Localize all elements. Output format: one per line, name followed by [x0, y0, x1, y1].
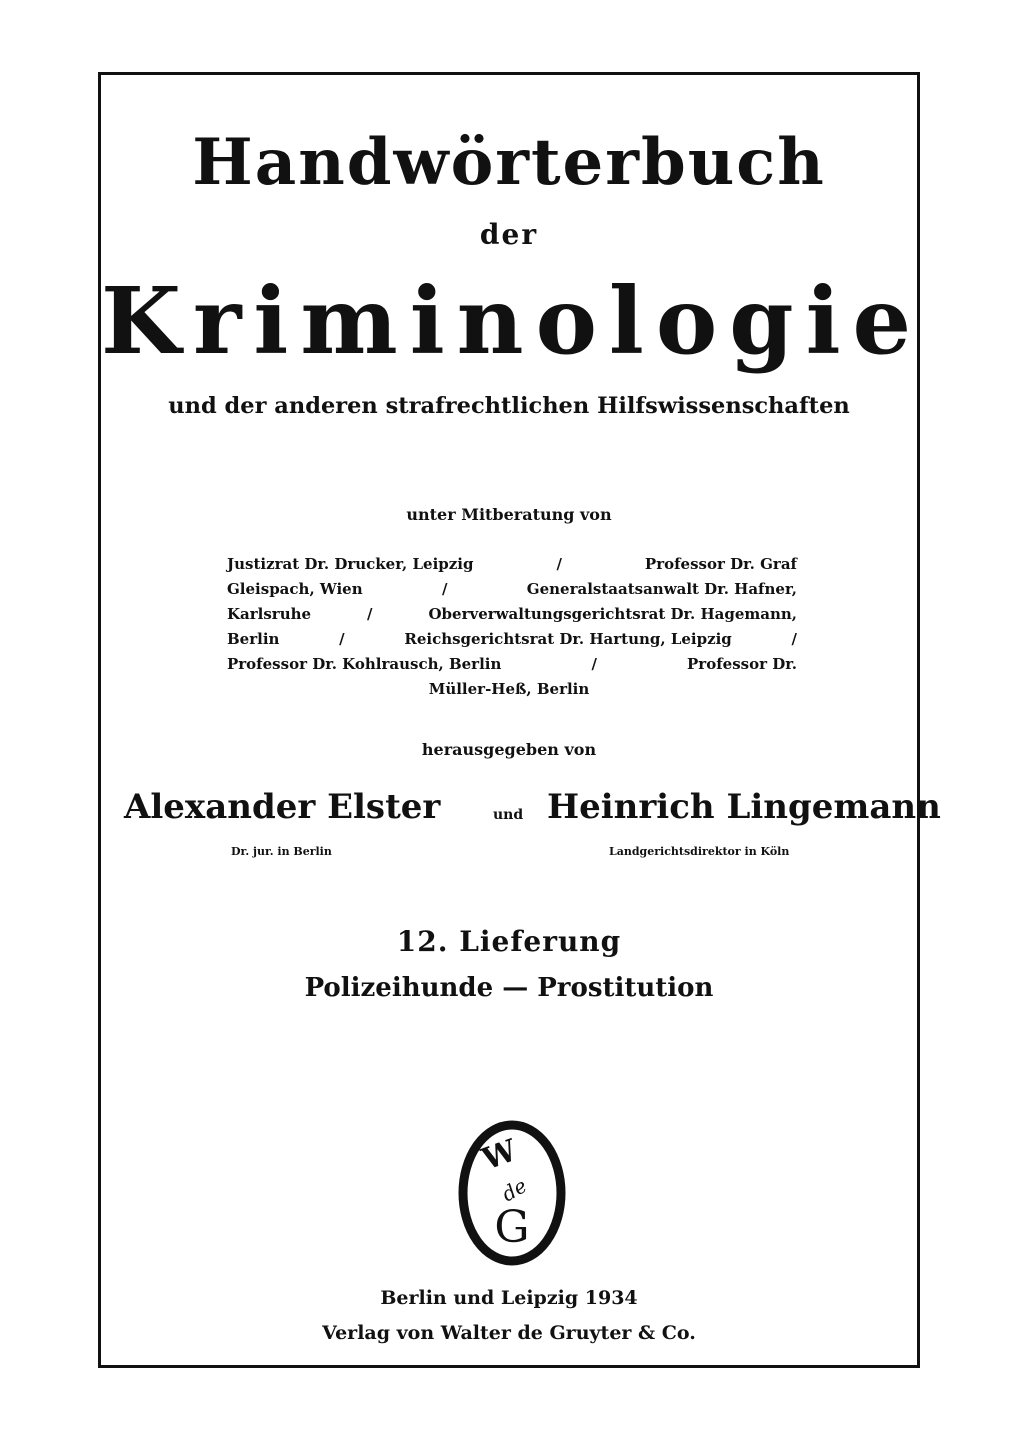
separator-slash: / [591, 655, 597, 673]
topic-range: Polizeihunde — Prostitution [304, 973, 714, 1003]
wdeg-publisher-logo-icon [457, 1118, 567, 1268]
contributor-text: Professor Dr. Graf [644, 555, 797, 573]
contributor-text: Professor Dr. Kohlrausch, Berlin [227, 655, 502, 673]
place-year: Berlin und Leipzig 1934 [380, 1287, 638, 1309]
title-line-2: Kriminologie [101, 267, 924, 375]
editor-2-title: Landgerichtsdirektor in Köln [609, 845, 790, 858]
contributor-line [227, 555, 797, 573]
contributor-text: Generalstaatsanwalt Dr. Hafner, [526, 580, 797, 598]
contributor-line [227, 605, 797, 623]
separator-slash: / [367, 605, 373, 623]
editor-2-name: Heinrich Lingemann [547, 787, 941, 827]
svg-text:W: W [477, 1133, 522, 1178]
separator-slash: / [791, 630, 797, 648]
svg-text:de: de [497, 1173, 531, 1207]
contributor-text: Reichsgerichtsrat Dr. Hartung, Leipzig [404, 630, 732, 648]
separator-slash: / [441, 580, 448, 598]
title-line-1: Handwörterbuch [192, 125, 826, 200]
lieferung-number: 12. Lieferung [396, 925, 622, 958]
svg-text:G: G [494, 1202, 530, 1253]
title-der: der [479, 218, 539, 251]
contributor-text: Müller-Heß, Berlin [428, 680, 590, 698]
separator-slash: / [339, 630, 345, 648]
page-frame [98, 72, 941, 1368]
editor-1-title: Dr. jur. in Berlin [231, 845, 332, 858]
separator-slash: / [556, 555, 562, 573]
subtitle: und der anderen strafrechtlichen Hilfswissenschaften [168, 393, 850, 419]
publisher: Verlag von Walter de Gruyter & Co. [322, 1322, 696, 1344]
mitberatung-label: unter Mitberatung von [406, 505, 612, 524]
contributor-text: Oberverwaltungsgerichtsrat Dr. Hagemann, [428, 605, 797, 623]
contributor-text: Gleispach, Wien [227, 580, 363, 598]
contributor-line [101, 680, 917, 698]
editor-und: und [493, 807, 524, 823]
contributor-line [227, 630, 797, 648]
contributor-text: Berlin [227, 630, 280, 648]
contributor-text: Karlsruhe [227, 605, 312, 623]
contributor-text: Justizrat Dr. Drucker, Leipzig [227, 555, 474, 573]
contributor-line [227, 580, 797, 598]
contributor-line [227, 655, 797, 673]
editor-1-name: Alexander Elster [124, 787, 441, 827]
contributor-text: Professor Dr. [687, 655, 797, 673]
herausgegeben-label: herausgegeben von [421, 740, 597, 759]
